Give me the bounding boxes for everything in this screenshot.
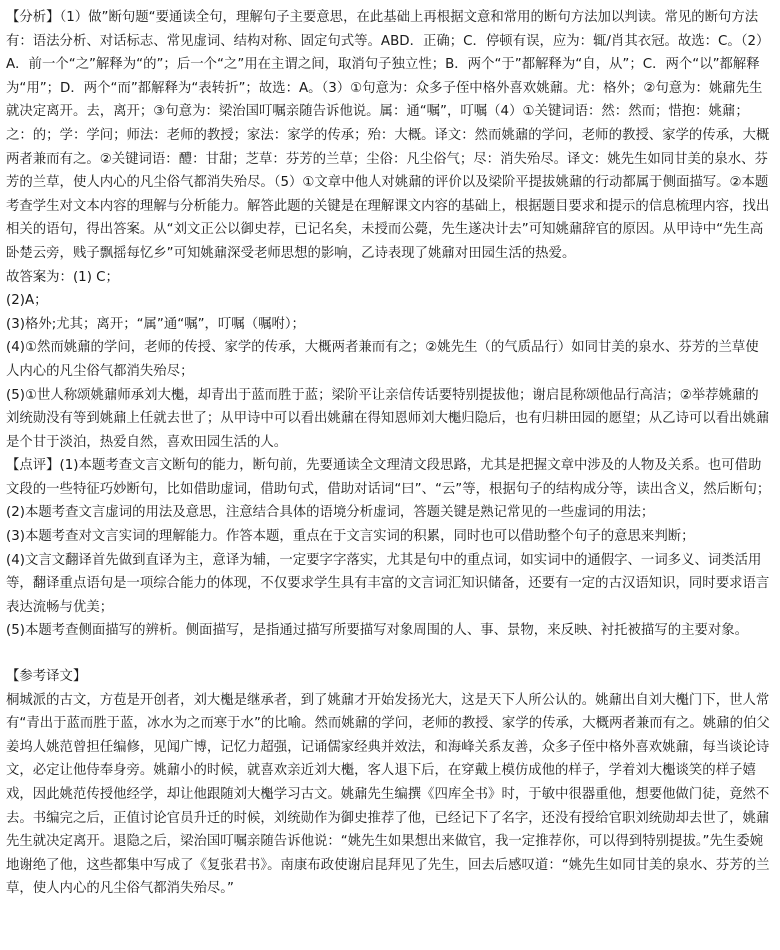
section-gap: [6, 643, 772, 665]
answer-5: (5)①世人称颂姚鼐师承刘大櫆，却青出于蓝而胜于蓝；梁阶平让亲信传话要特别提拔他；谢启昆称颂他品行高洁；②举荐姚鼐的刘统勋没有等到姚鼐上任就去世了；从甲诗中可以看出姚鼐在得知恩师刘大櫆归隐后，也有归耕田园的愿望；从乙诗可以看出姚鼐是个甘于淡泊，热爱自然，喜欢田园生活的人。: [6, 387, 770, 450]
comment-4: (4)文言文翻译首先做到直译为主，意译为辅，一定要字字落实，尤其是句中的重点词，如实词中的通假字、一词多义、词类活用等，翻译重点语句是一项综合能力的体现，不仅要求学生具有丰富的文言词汇知识储备，还要有一定的古汉语知识，同时要求语言表达流畅与优美；: [6, 552, 770, 615]
comment-1: 【点评】(1)本题考查文言文断句的能力，断句前，先要通读全文理清文段思路，尤其是把握文章中涉及的人物及关系。也可借助文段的一些特征巧妙断句，比如借助虚词，借助句式，借助对话词“曰”、“云”等，根据句子的结构成分等，读出含义，然后断句；: [6, 458, 771, 497]
answer-3: (3)格外;尤其；离开；“属”通“嘱”，叮嘱（嘱咐）；: [6, 316, 305, 332]
comment-3: (3)本题考查对文言实词的理解能力。作答本题，重点在于文言实词的积累，同时也可以借助整个句子的意思来判断；: [6, 529, 695, 545]
answer-heading: 故答案为：(1) C；: [6, 269, 119, 285]
answer-4: (4)①然而姚鼐的学问，老师的传授、家学的传承，大概两者兼而有之；②姚先生（的气质品行）如同甘美的泉水、芬芳的兰草使人内心的凡尘俗气都消失殆尽；: [6, 340, 759, 379]
answer-2: (2)A；: [6, 293, 48, 309]
comment-5: (5)本题考查侧面描写的辨析。侧面描写，是指通过描写所要描写对象周围的人、事、景物，来反映、衬托被描写的主要对象。: [6, 623, 749, 639]
translation-paragraph: 桐城派的古文，方苞是开创者，刘大櫆是继承者，到了姚鼐才开始发扬光大，这是天下人所公认的。姚鼐出自刘大櫆门下，世人常有“青出于蓝而胜于蓝，冰水为之而寒于水”的比喻。然而姚鼐的学问，老师的教授、家学的传承，大概两者兼而有之。姚鼐的伯父姜坞人姚范曾担任编修，见闻广博，记忆力超强，记诵儒家经典并效法，和海峰关系友善，众多子侄中格外喜欢姚鼐，每当谈论诗文，必定让他侍奉身旁。姚鼐小的时候，就喜欢亲近刘大櫆，客人退下后，在穿戴上模仿成他的样子，学着刘大櫆谈笑的样子嬉戏，因此姚范传授他经学，却让他跟随刘大櫆学习古文。姚鼐先生编撰《四库全书》时，于敏中很器重他，想要他做门徒，竟然不去。书编完之后，正值讨论官员升迁的时候，刘统勋作为御史推荐了他，已经记下了名字，还没有授给官职刘统勋却去世了，姚鼐先生就决定离开。退隐之后，梁治国叮嘱亲随告诉他说：“姚先生如果想出来做官，我一定推荐你，可以得到特别提拔。”先生委婉地谢绝了他，这些都集中写成了《复张君书》。南康布政使谢启昆拜见了先生，回去后感叹道：“姚先生如同甘美的泉水、芬芳的兰草，使人内心的凡尘俗气都消失殆尽。”: [6, 692, 770, 897]
comment-2: (2)本题考查文言虚词的用法及意思，注意结合具体的语境分析虚词，答题关键是熟记常见的一些虚词的用法；: [6, 505, 655, 521]
analysis-paragraph: 【分析】（1）做”断句题“要通读全句，理解句子主要意思，在此基础上再根据文意和常用的断句方法加以判读。常见的断句方法有：语法分析、对话标志、常见虚词、结构对称、固定句式等。ABD．正确；C．停顿有误，应为：辄/肖其衣冠。故选：C。（2）A．前一个“之”解释为“的”；后一个“之”用在主谓之间，取消句子独立性；B．两个“于”都解释为“自，从”；C．两个“以”都解释为“用”；D．两个“而”都解释为“表转折”；故选：A。（3）①句意为：众多子侄中格外喜欢姚鼐。尤：格外；②句意为：姚鼐先生就决定离开。去，离开；③句意为：梁治国叮嘱亲随告诉他说。属：通“嘱”，叮嘱（4）①关键词语：然：然而；惜抱：姚鼐；之：的；学：学问；师法：老师的教授；家法：家学的传承；殆：大概。译文：然而姚鼐的学问，老师的教授、家学的传承，大概两者兼而有之。②关键词语：醴：甘甜；芝草：芬芳的兰草；尘俗：凡尘俗气；尽：消失殆尽。译文：姚先生如同甘美的泉水、芬芳的兰草，使人内心的凡尘俗气都消失殆尽。（5）①文章中他人对姚鼐的评价以及梁阶平提拔姚鼐的行动都属于侧面描写。②本题考查学生对文本内容的理解与分析能力。解答此题的关键是在理解课文内容的基础上，根据题目要求和提示的信息梳理内容，找出相关的语句，得出答案。从“刘文正公以御史荐，已记名矣，未授而公薨，先生遂决计去”可知姚鼐辞官的原因。从甲诗中“先生高卧楚云旁，贱子飘摇每忆乡”可知姚鼐深受老师思想的影响，乙诗表现了姚鼐对田园生活的热爱。: [6, 10, 770, 261]
translation-heading: 【参考译文】: [6, 669, 87, 685]
